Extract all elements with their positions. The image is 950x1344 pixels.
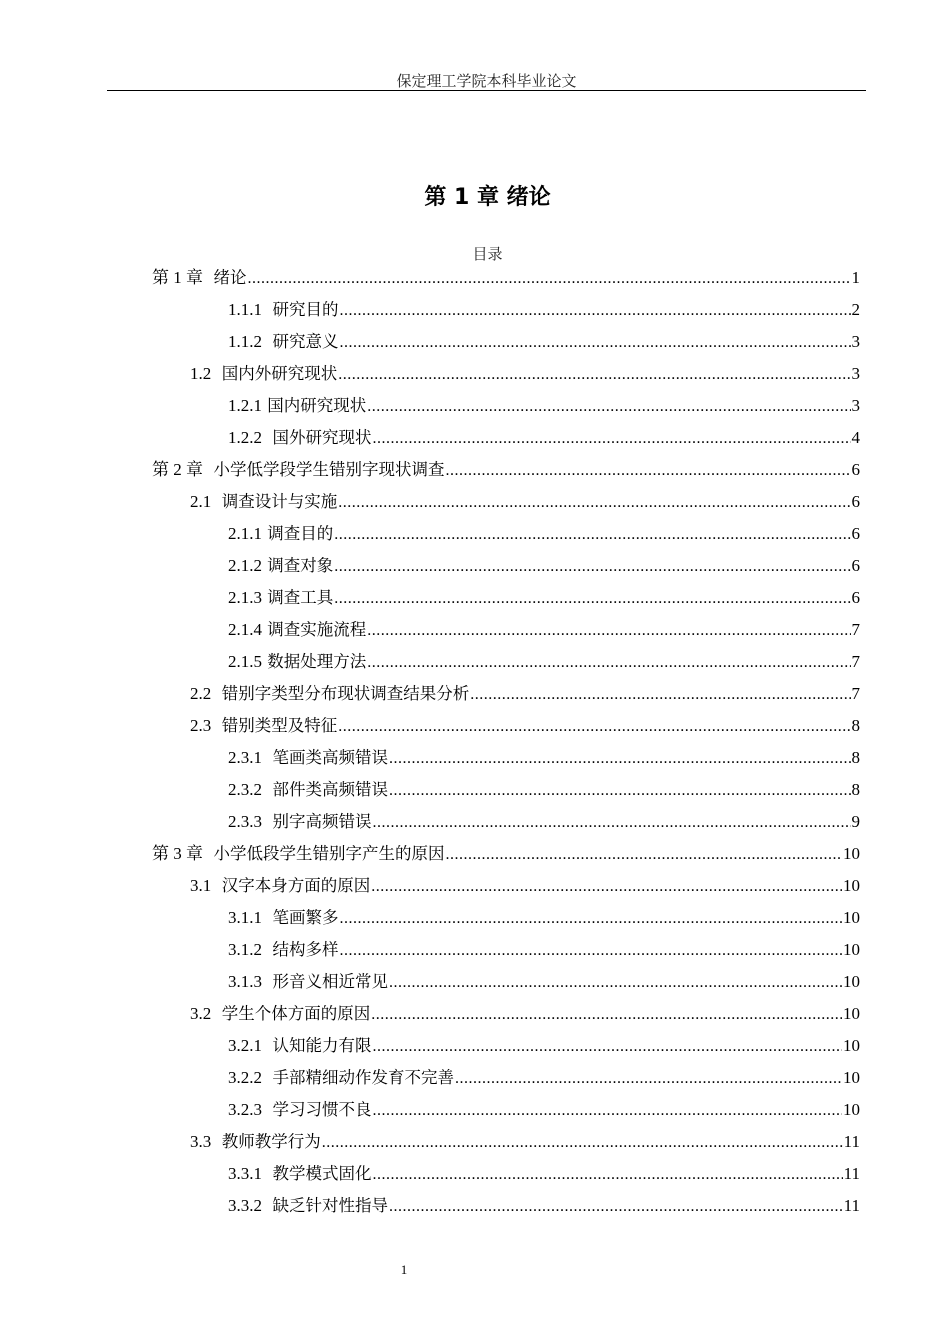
toc-entry-number: 1.1.1 — [228, 300, 262, 319]
toc-entry-title: 小学低学段学生错别字现状调查 — [203, 460, 445, 479]
toc-entry-title: 学习习惯不良 — [262, 1100, 372, 1119]
toc-leader-dots — [446, 455, 851, 487]
toc-entry-title: 教师教学行为 — [211, 1132, 321, 1151]
toc-entry-page: 7 — [851, 684, 860, 703]
toc-entry[interactable] — [228, 774, 860, 806]
toc-entry[interactable] — [228, 1062, 860, 1094]
toc-entry-title: 笔画繁多 — [262, 908, 339, 927]
toc-leader-dots — [455, 1063, 842, 1095]
toc-entry[interactable] — [228, 1030, 860, 1062]
toc-entry[interactable] — [190, 678, 860, 710]
toc-entry[interactable] — [228, 1190, 860, 1222]
toc-leader-dots — [371, 871, 842, 903]
toc-leader-dots — [373, 807, 851, 839]
toc-entry[interactable] — [228, 550, 860, 582]
toc-entry-number: 3.3 — [190, 1132, 212, 1151]
toc-entry-label — [228, 1190, 388, 1222]
toc-entry-title: 研究目的 — [262, 300, 339, 319]
toc-leader-dots — [373, 1159, 843, 1191]
toc-entry-page: 3 — [851, 364, 860, 383]
toc-heading: 目录 — [472, 245, 503, 263]
toc-entry-page: 10 — [843, 844, 860, 863]
toc-entry-number: 3.1.1 — [228, 908, 262, 927]
toc-entry-number: 第 3 章 — [152, 844, 203, 863]
toc-entry-number: 2.1 — [190, 492, 212, 511]
toc-entry-label — [190, 1126, 321, 1158]
toc-entry[interactable] — [152, 838, 860, 870]
toc-entry-number: 3.3.1 — [228, 1164, 262, 1183]
toc-entry-title: 小学低段学生错别字产生的原因 — [203, 844, 445, 863]
toc-entry-label — [228, 326, 339, 358]
running-header: 保定理工学院本科毕业论文 — [396, 72, 577, 90]
toc-leader-dots — [340, 295, 851, 327]
toc-entry-number: 2.1.5 — [228, 652, 262, 671]
toc-entry[interactable] — [228, 1158, 860, 1190]
toc-leader-dots — [338, 711, 850, 743]
toc-entry-page: 9 — [851, 812, 860, 831]
toc-entry-label — [228, 966, 388, 998]
toc-entry[interactable] — [228, 902, 860, 934]
toc-entry-label — [190, 678, 469, 710]
toc-entry-label — [228, 902, 339, 934]
toc-leader-dots — [389, 743, 851, 775]
toc-leader-dots — [338, 487, 850, 519]
toc-entry[interactable] — [228, 742, 860, 774]
toc-entry-page: 3 — [851, 332, 860, 351]
toc-leader-dots — [367, 647, 850, 679]
toc-entry-label — [228, 1030, 372, 1062]
toc-entry[interactable] — [228, 806, 860, 838]
toc-entry-number: 2.1.4 — [228, 620, 262, 639]
toc-entry-number: 3.3.2 — [228, 1196, 262, 1215]
toc-entry-page: 6 — [851, 460, 860, 479]
toc-entry-number: 1.1.2 — [228, 332, 262, 351]
toc-entry-title: 笔画类高频错误 — [262, 748, 388, 767]
toc-leader-dots — [371, 999, 842, 1031]
toc-entry-number: 3.1.2 — [228, 940, 262, 959]
toc-leader-dots — [338, 359, 850, 391]
toc-entry-title: 结构多样 — [262, 940, 339, 959]
toc-entry-number: 3.2.2 — [228, 1068, 262, 1087]
toc-entry[interactable] — [228, 518, 860, 550]
chapter-title: 第 1 章 绪论 — [424, 185, 551, 210]
toc-entry-page: 7 — [851, 620, 860, 639]
toc-entry-number: 2.1.2 — [228, 556, 262, 575]
toc-entry-page: 11 — [843, 1132, 860, 1151]
toc-entry-number: 3.1 — [190, 876, 212, 895]
toc-entry-label — [228, 774, 388, 806]
toc-leader-dots — [373, 1031, 843, 1063]
toc-entry-label — [228, 614, 366, 646]
toc-entry-title: 认知能力有限 — [262, 1036, 372, 1055]
toc-entry-page: 8 — [851, 780, 860, 799]
toc-entry-label — [228, 518, 333, 550]
toc-entry-number: 2.1.1 — [228, 524, 262, 543]
toc-entry-label — [228, 582, 333, 614]
toc-entry-number: 1.2.1 — [228, 396, 262, 415]
toc-entry-label — [152, 454, 445, 486]
toc-entry-page: 7 — [851, 652, 860, 671]
toc-entry-title: 形音义相近常见 — [262, 972, 388, 991]
toc-leader-dots — [334, 519, 850, 551]
toc-entry-label — [190, 998, 370, 1030]
toc-entry-number: 2.1.3 — [228, 588, 262, 607]
toc-entry-number: 2.3.3 — [228, 812, 262, 831]
toc-leader-dots — [389, 967, 842, 999]
toc-entry[interactable] — [228, 582, 860, 614]
toc-entry-label — [228, 646, 366, 678]
toc-entry-number: 第 1 章 — [152, 268, 203, 287]
toc-entry-title: 别字高频错误 — [262, 812, 372, 831]
toc-entry-page: 10 — [843, 908, 860, 927]
toc-entry-title: 手部精细动作发育不完善 — [262, 1068, 454, 1087]
toc-entry-label — [190, 358, 337, 390]
toc-entry-title: 缺乏针对性指导 — [262, 1196, 388, 1215]
toc-entry-title: 绪论 — [203, 268, 247, 287]
toc-entry-label — [228, 1094, 372, 1126]
toc-leader-dots — [373, 1095, 843, 1127]
toc-entry-page: 10 — [843, 1100, 860, 1119]
toc-entry-page: 10 — [843, 1004, 860, 1023]
toc-entry[interactable] — [228, 934, 860, 966]
toc-entry-page: 10 — [843, 1036, 860, 1055]
toc-entry-number: 2.2 — [190, 684, 212, 703]
toc-entry-title: 错别字类型分布现状调查结果分析 — [211, 684, 470, 703]
toc-entry-label — [228, 550, 333, 582]
toc-entry[interactable] — [152, 454, 860, 486]
toc-entry-page: 8 — [851, 748, 860, 767]
toc-entry-page: 2 — [851, 300, 860, 319]
toc-leader-dots — [340, 327, 851, 359]
toc-entry-page: 10 — [843, 940, 860, 959]
toc-entry-title: 教学模式固化 — [262, 1164, 372, 1183]
toc-entry-label — [152, 262, 247, 294]
toc-entry[interactable] — [190, 870, 860, 902]
toc-leader-dots — [340, 935, 843, 967]
toc-entry[interactable] — [228, 294, 860, 326]
toc-leader-dots — [373, 423, 851, 455]
toc-entry-label — [228, 390, 366, 422]
toc-entry-number: 2.3.2 — [228, 780, 262, 799]
toc-entry-number: 2.3 — [190, 716, 212, 735]
toc-leader-dots — [446, 839, 843, 871]
toc-entry-label — [228, 1062, 454, 1094]
toc-entry[interactable] — [190, 358, 860, 390]
toc-entry[interactable] — [228, 646, 860, 678]
toc-entry-title: 汉字本身方面的原因 — [211, 876, 371, 895]
toc-entry-title: 国内研究现状 — [262, 396, 367, 415]
toc-entry-title: 学生个体方面的原因 — [211, 1004, 371, 1023]
toc-leader-dots — [322, 1127, 843, 1159]
toc-entry[interactable] — [190, 486, 860, 518]
header-rule — [107, 90, 866, 91]
toc-entry-page: 10 — [843, 972, 860, 991]
toc-leader-dots — [340, 903, 843, 935]
toc-entry-page: 3 — [851, 396, 860, 415]
toc-leader-dots — [389, 1191, 843, 1223]
toc-entry-number: 1.2 — [190, 364, 212, 383]
toc-entry-number: 1.2.2 — [228, 428, 262, 447]
toc-entry-number: 3.1.3 — [228, 972, 262, 991]
toc-entry-label — [190, 710, 337, 742]
toc-leader-dots — [389, 775, 851, 807]
toc-entry-title: 数据处理方法 — [262, 652, 367, 671]
toc-entry-title: 错别类型及特征 — [211, 716, 338, 735]
toc-entry-title: 研究意义 — [262, 332, 339, 351]
toc-entry-number: 3.2.1 — [228, 1036, 262, 1055]
toc-entry[interactable] — [228, 1094, 860, 1126]
toc-entry-label — [228, 806, 372, 838]
toc-entry-title: 国内外研究现状 — [211, 364, 338, 383]
toc-entry-page: 8 — [851, 716, 860, 735]
toc-entry-title: 调查设计与实施 — [211, 492, 338, 511]
toc-entry-page: 11 — [843, 1164, 860, 1183]
toc-entry-number: 第 2 章 — [152, 460, 203, 479]
toc-leader-dots — [334, 583, 850, 615]
toc-leader-dots — [367, 615, 850, 647]
toc-leader-dots — [334, 551, 850, 583]
toc-entry[interactable] — [228, 614, 860, 646]
toc-entry-page: 10 — [843, 1068, 860, 1087]
toc-entry[interactable] — [152, 262, 860, 294]
toc-entry-title: 部件类高频错误 — [262, 780, 388, 799]
toc-entry-label — [228, 742, 388, 774]
toc-entry-label — [228, 422, 372, 454]
toc-entry-page: 4 — [851, 428, 860, 447]
toc-entry-page: 10 — [843, 876, 860, 895]
toc-leader-dots — [470, 679, 850, 711]
toc-entry-label — [228, 934, 339, 966]
toc-entry-label — [228, 1158, 372, 1190]
toc-entry-title: 调查实施流程 — [262, 620, 367, 639]
toc-entry-title: 国外研究现状 — [262, 428, 372, 447]
toc-entry-number: 3.2.3 — [228, 1100, 262, 1119]
toc-entry-page: 6 — [851, 524, 860, 543]
toc-entry-label — [190, 486, 337, 518]
toc-entry[interactable] — [228, 422, 860, 454]
toc-entry-page: 11 — [843, 1196, 860, 1215]
toc-leader-dots — [248, 263, 851, 295]
toc-entry-number: 2.3.1 — [228, 748, 262, 767]
toc-leader-dots — [367, 391, 850, 423]
toc-entry-title: 调查对象 — [262, 556, 334, 575]
toc-entry[interactable] — [190, 1126, 860, 1158]
toc-entry-number: 3.2 — [190, 1004, 212, 1023]
toc-entry[interactable] — [190, 710, 860, 742]
toc-entry-title: 调查工具 — [262, 588, 334, 607]
toc-entry-page: 1 — [851, 268, 860, 287]
page-number: 1 — [400, 1262, 408, 1277]
toc-entry-page: 6 — [851, 492, 860, 511]
toc-entry-label — [228, 294, 339, 326]
toc-entry-page: 6 — [851, 588, 860, 607]
toc-entry-label — [152, 838, 445, 870]
toc-entry-label — [190, 870, 370, 902]
toc-entry[interactable] — [228, 966, 860, 998]
toc-entry-page: 6 — [851, 556, 860, 575]
toc-entry[interactable] — [228, 326, 860, 358]
toc-entry[interactable] — [190, 998, 860, 1030]
toc-entry[interactable] — [228, 390, 860, 422]
toc-entry-title: 调查目的 — [262, 524, 334, 543]
